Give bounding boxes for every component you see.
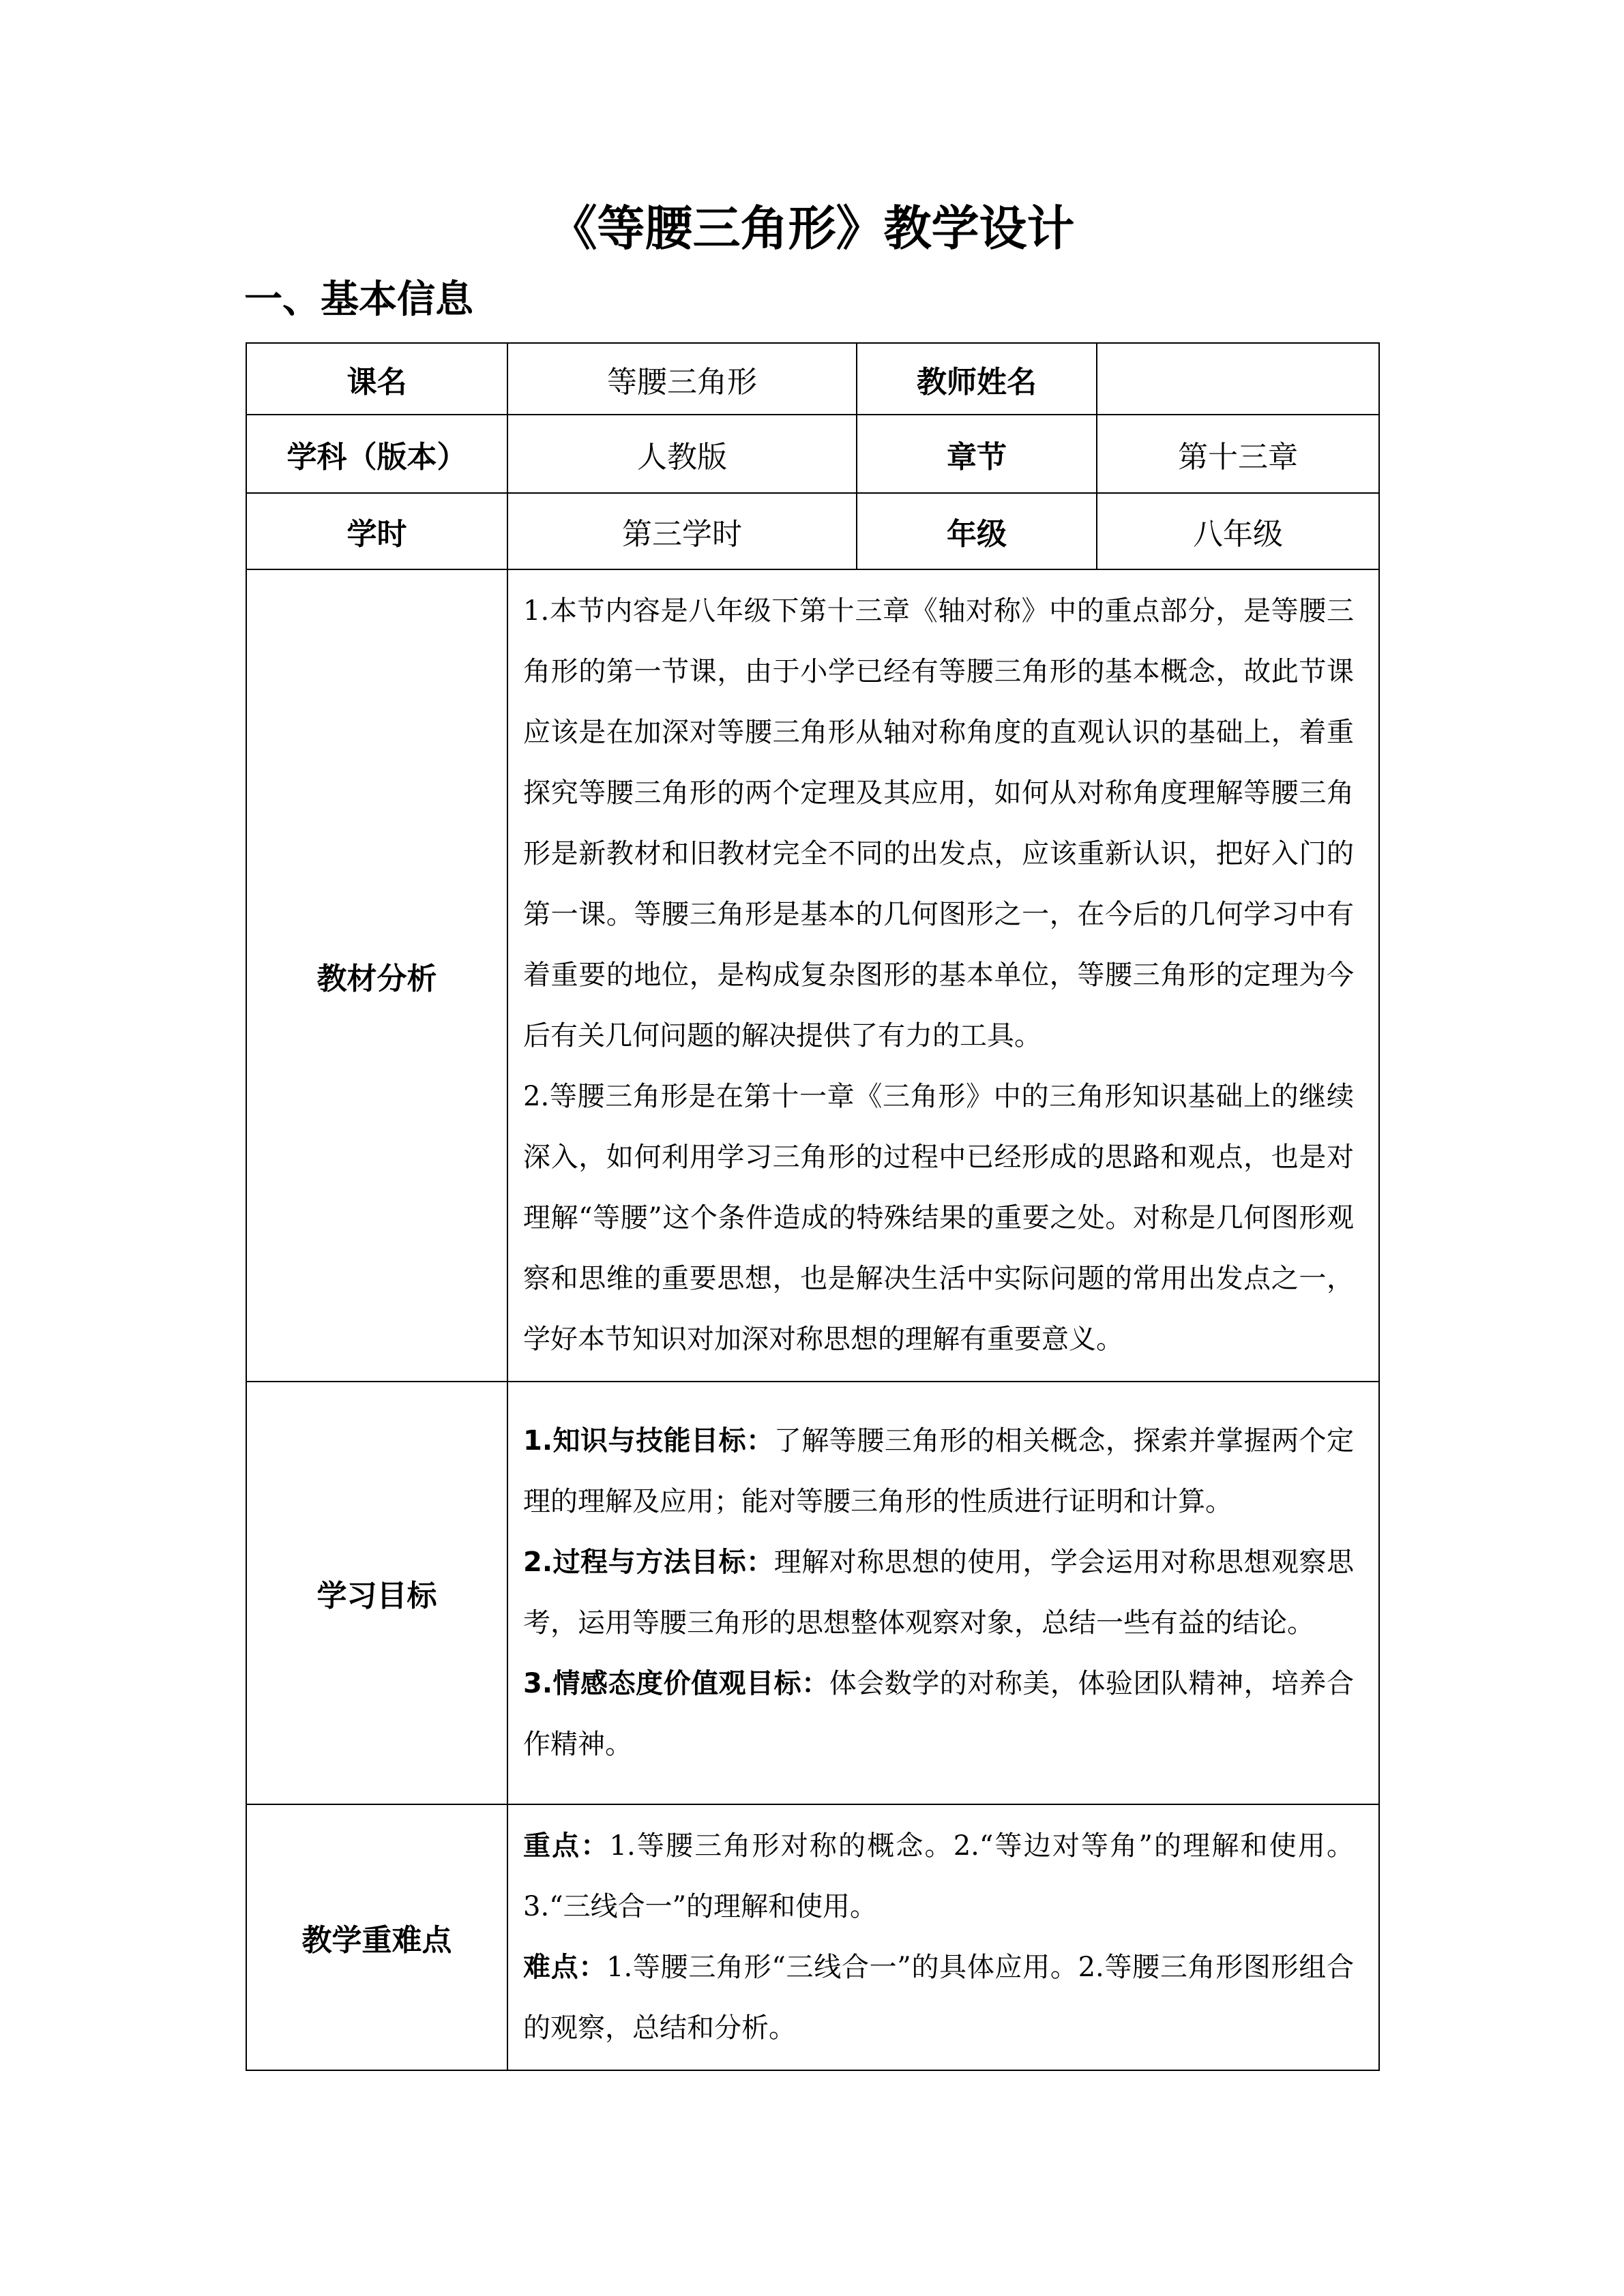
table-row: [246, 569, 1379, 1382]
table-row: [246, 493, 1379, 569]
keypoints-cell: [507, 1804, 1379, 2070]
objectives-label: 学习目标: [246, 1382, 507, 1804]
subject-value: 人教版: [507, 415, 857, 493]
teacher-label: 教师姓名: [857, 343, 1097, 415]
course-label: 课名: [246, 343, 507, 415]
grade-label: 年级: [857, 493, 1097, 569]
objective-knowledge-title: 1.知识与技能目标：: [523, 1425, 774, 1457]
objectives-cell: [507, 1382, 1379, 1804]
table-row: [246, 1804, 1379, 2070]
analysis-paragraph-1: 1.本节内容是八年级下第十三章《轴对称》中的重点部分，是等腰三角形的第一节课，由于小学已经有等腰三角形的基本概念，故此节课应该是在加深对等腰三角形从轴对称角度的直观认识的基础上，着重探究等腰三角形的两个定理及其应用，如何从对称角度理解等腰三角形是新教材和旧教材完全不同的出发点，应该重新认识，把好入门的第一课。等腰三角形是基本的几何图形之一，在今后的几何学习中有着重要的地位，是构成复杂图形的基本单位，等腰三角形的定理为今后有关几何问题的解决提供了有力的工具。: [523, 595, 1354, 1052]
objective-emotion: [523, 1654, 1354, 1775]
table-row: [246, 343, 1379, 415]
period-label: 学时: [246, 493, 507, 569]
period-value: 第三学时: [507, 493, 857, 569]
difficult-points-title: 难点：: [523, 1952, 607, 1983]
table-row: [246, 415, 1379, 493]
grade-value: 八年级: [1097, 493, 1379, 569]
analysis-paragraph-2: 2.等腰三角形是在第十一章《三角形》中的三角形知识基础上的继续深入，如何利用学习三角形的过程中已经形成的思路和观点，也是对理解“等腰”这个条件造成的特殊结果的重要之处。对称是几何图形观察和思维的重要思想，也是解决生活中实际问题的常用出发点之一，学好本节知识对加深对称思想的理解有重要意义。: [523, 1081, 1354, 1355]
objective-process: [523, 1532, 1354, 1654]
objective-emotion-title: 3.情感态度价值观目标：: [523, 1668, 829, 1699]
keypoints-label: 教学重难点: [246, 1804, 507, 2070]
key-points-title: 重点：: [523, 1830, 610, 1862]
objective-process-text: 理解对称思想的使用，学会运用对称思想观察思考，运用等腰三角形的思想整体观察对象，总结一些有益的结论。: [523, 1547, 1355, 1639]
course-value: 等腰三角形: [507, 343, 857, 415]
page-title: 《等腰三角形》教学设计: [549, 200, 1075, 256]
chapter-label: 章节: [857, 415, 1097, 493]
key-points-text: 1.等腰三角形对称的概念。2.“等边对等角”的理解和使用。3.“三线合一”的理解和使用。: [523, 1830, 1354, 1922]
difficult-points: [523, 1937, 1354, 2059]
teacher-value: [1097, 343, 1379, 415]
chapter-value: 第十三章: [1097, 415, 1379, 493]
objective-knowledge: [523, 1411, 1354, 1532]
subject-label: 学科（版本）: [246, 415, 507, 493]
table-row: [246, 1382, 1379, 1804]
analysis-label: 教材分析: [246, 569, 507, 1382]
objective-process-title: 2.过程与方法目标：: [523, 1547, 774, 1578]
difficult-points-text: 1.等腰三角形“三线合一”的具体应用。2.等腰三角形图形组合的观察，总结和分析。: [523, 1952, 1354, 2044]
objective-knowledge-text: 了解等腰三角形的相关概念，探索并掌握两个定理的理解及应用；能对等腰三角形的性质进行证明和计算。: [523, 1425, 1355, 1517]
section-heading: 一、基本信息: [244, 278, 473, 322]
key-points: [523, 1816, 1354, 1937]
analysis-cell: [507, 569, 1379, 1382]
objective-emotion-text: 体会数学的对称美，体验团队精神，培养合作精神。: [523, 1668, 1355, 1760]
basic-info-table: [246, 342, 1380, 2071]
